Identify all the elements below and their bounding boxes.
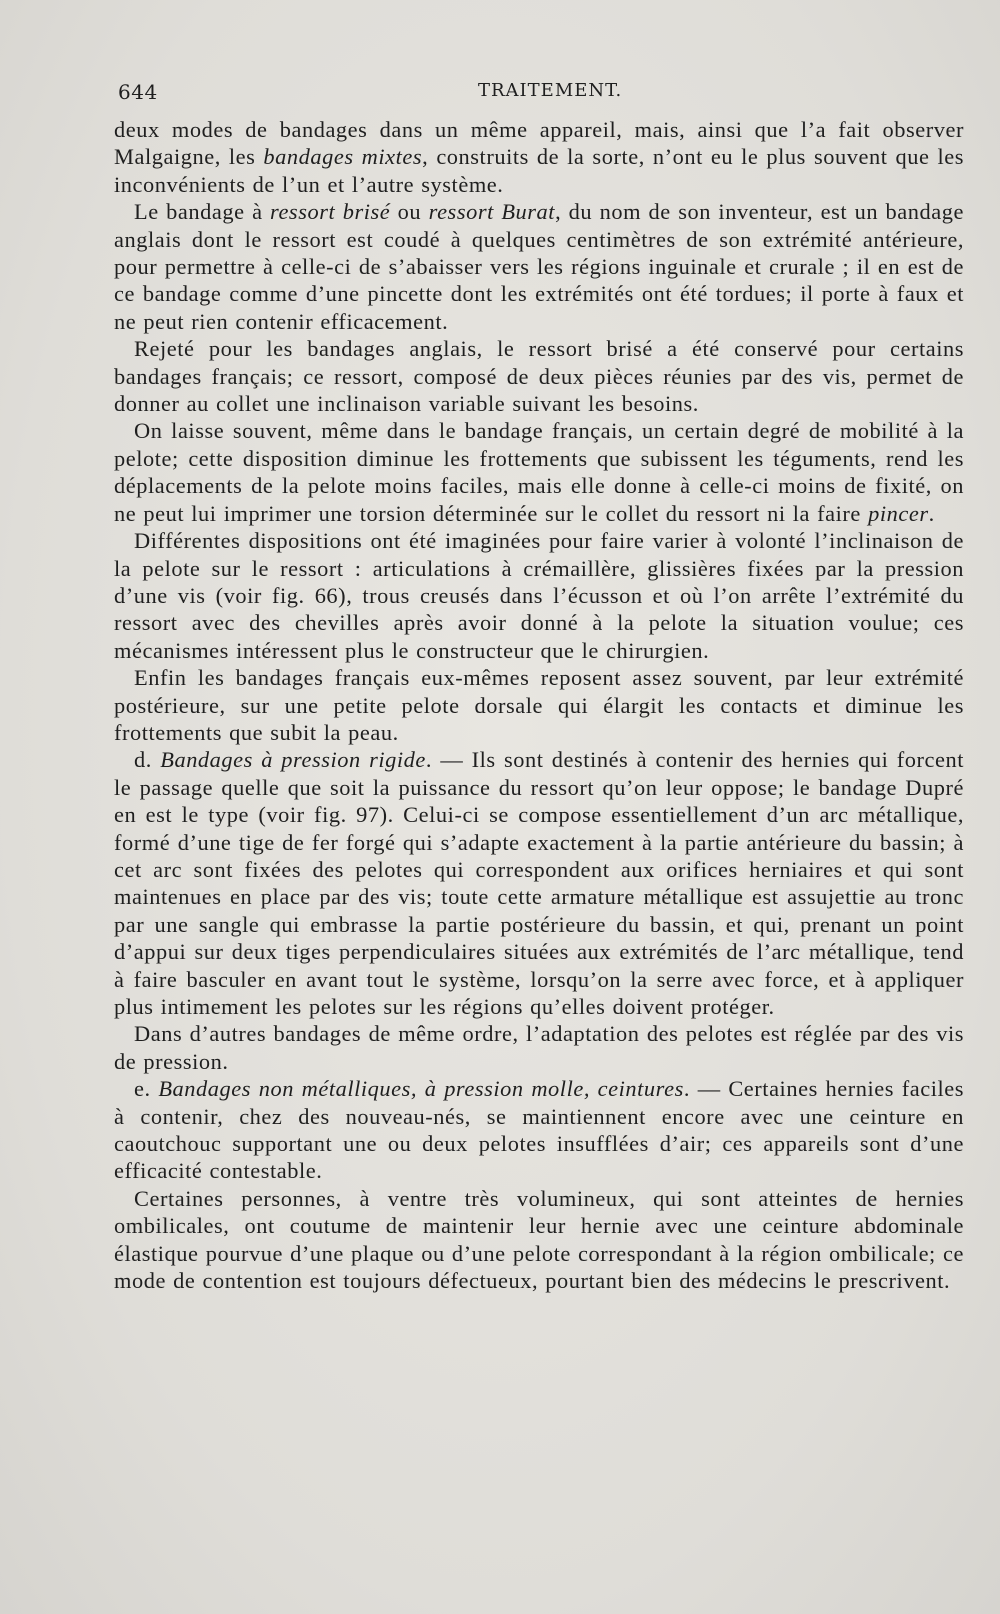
paragraph [114, 527, 964, 664]
paragraph [114, 116, 964, 198]
italic-text: Bandages non métalliques, à pression molle, ceintures [158, 1076, 684, 1102]
text-run: Enfin les bandages français eux-mêmes reposent assez souvent, par leur extrémité postérieure, sur une petite pelote dorsale qui élargit les contacts et diminue les frottements que subit la peau. [114, 665, 964, 745]
text-run: d. [134, 747, 161, 773]
paragraph [114, 335, 964, 417]
body-text [114, 116, 964, 1294]
text-run: , construits de la sorte, n’ont eu le plus souvent que les inconvénients de l’un et l’autre système. [114, 144, 964, 197]
italic-text: bandages mixtes [263, 144, 423, 170]
italic-text: pincer [868, 500, 929, 526]
text-run: deux modes de bandages dans un même appareil, mais, ainsi que l’a fait observer Malgaigne, les [114, 117, 964, 170]
text-run: Rejeté pour les bandages anglais, le ressort brisé a été conservé pour certains bandages français; ce ressort, composé de deux pièces réunies par des vis, permet de donner au collet une inclinaison variable suivant les besoins. [114, 336, 964, 417]
italic-text: ressort brisé [270, 199, 391, 225]
running-head [118, 80, 968, 110]
text-run: . [928, 500, 935, 526]
page-number: 644 [118, 80, 158, 104]
paragraph [114, 1185, 964, 1295]
text-run: Différentes dispositions ont été imaginées pour faire varier à volonté l’inclinaison de la pelote sur le ressort : articulations à crémaillère, glissières fixées par la pression d’une vis (voir fig. 66), trous creusés dans l’écusson et où l’on arrête l’extrémité du ressort avec des chevilles après avoir donné à la pelote la situation voulue; ces mécanismes intéressent plus le constructeur que le chirurgien. [114, 528, 964, 663]
paragraph [114, 417, 964, 527]
paragraph [114, 198, 964, 335]
text-run: On laisse souvent, même dans le bandage français, un certain degré de mobilité à la pelote; cette disposition diminue les frottements que subissent les téguments, rend les déplacements de la pelote moins faciles, mais elle donne à celle-ci moins de fixité, on ne peut lui imprimer une torsion déterminée sur le collet du ressort ni la faire [114, 418, 964, 526]
text-run: e. [134, 1076, 159, 1102]
text-run: ou [390, 199, 429, 225]
paragraph [114, 664, 964, 746]
italic-text: ressort Burat [428, 199, 556, 225]
text-run: . — Ils sont destinés à contenir des hernies qui forcent le passage quelle que soit la puissance du ressort qu’on leur oppose; le bandage Dupré en est le type (voir fig. 97). Celui-ci se compose essentiellement d’un arc métallique, formé d’une tige de fer forgé qui s’adapte exactement à la partie antérieure du bassin; à cet arc sont fixées des pelotes qui correspondent aux orifices herniaires et qui sont maintenues en place par des vis; toute cette armature métallique est assujettie au tronc par une sangle qui embrasse la partie postérieure du bassin, et qui, prenant un point d’appui sur deux tiges perpendiculaires situées aux extrémités de l’arc métallique, tend à faire basculer en avant tout le système, lorsqu’on la serre avec force, et à appliquer plus intimement les pelotes sur les régions qu’elles doivent protéger. [114, 747, 964, 1019]
paragraph [114, 746, 964, 1020]
running-title: TRAITEMENT. [478, 80, 623, 101]
paragraph [114, 1020, 964, 1075]
text-run: , du nom de son inventeur, est un bandage anglais dont le ressort est coudé à quelques centimètres de son extrémité antérieure, pour permettre à celle-ci de s’abaisser vers les régions inguinale et crurale ; il en est de ce bandage comme d’une pincette dont les extrémités ont été tordues; il porte à faux et ne peut rien contenir efficacement. [114, 199, 964, 334]
text-run: Dans d’autres bandages de même ordre, l’adaptation des pelotes est réglée par des vis de pression. [114, 1021, 964, 1074]
text-run: . — Certaines hernies faciles à contenir, chez des nouveau-nés, se maintiennent encore avec une ceinture en caoutchouc supportant une ou deux pelotes insufflées d’air; ces appareils sont d’une efficacité contestable. [114, 1076, 964, 1184]
text-run: Le bandage à [134, 199, 271, 225]
italic-text: Bandages à pression rigide [160, 747, 426, 773]
text-run: Certaines personnes, à ventre très volumineux, qui sont atteintes de hernies ombilicales, ont coutume de maintenir leur hernie avec une ceinture abdominale élastique pourvue d’une plaque ou d’une pelote correspondant à la région ombilicale; ce mode de contention est toujours défectueux, pourtant bien des médecins le prescrivent. [114, 1185, 964, 1294]
paragraph [114, 1075, 964, 1185]
